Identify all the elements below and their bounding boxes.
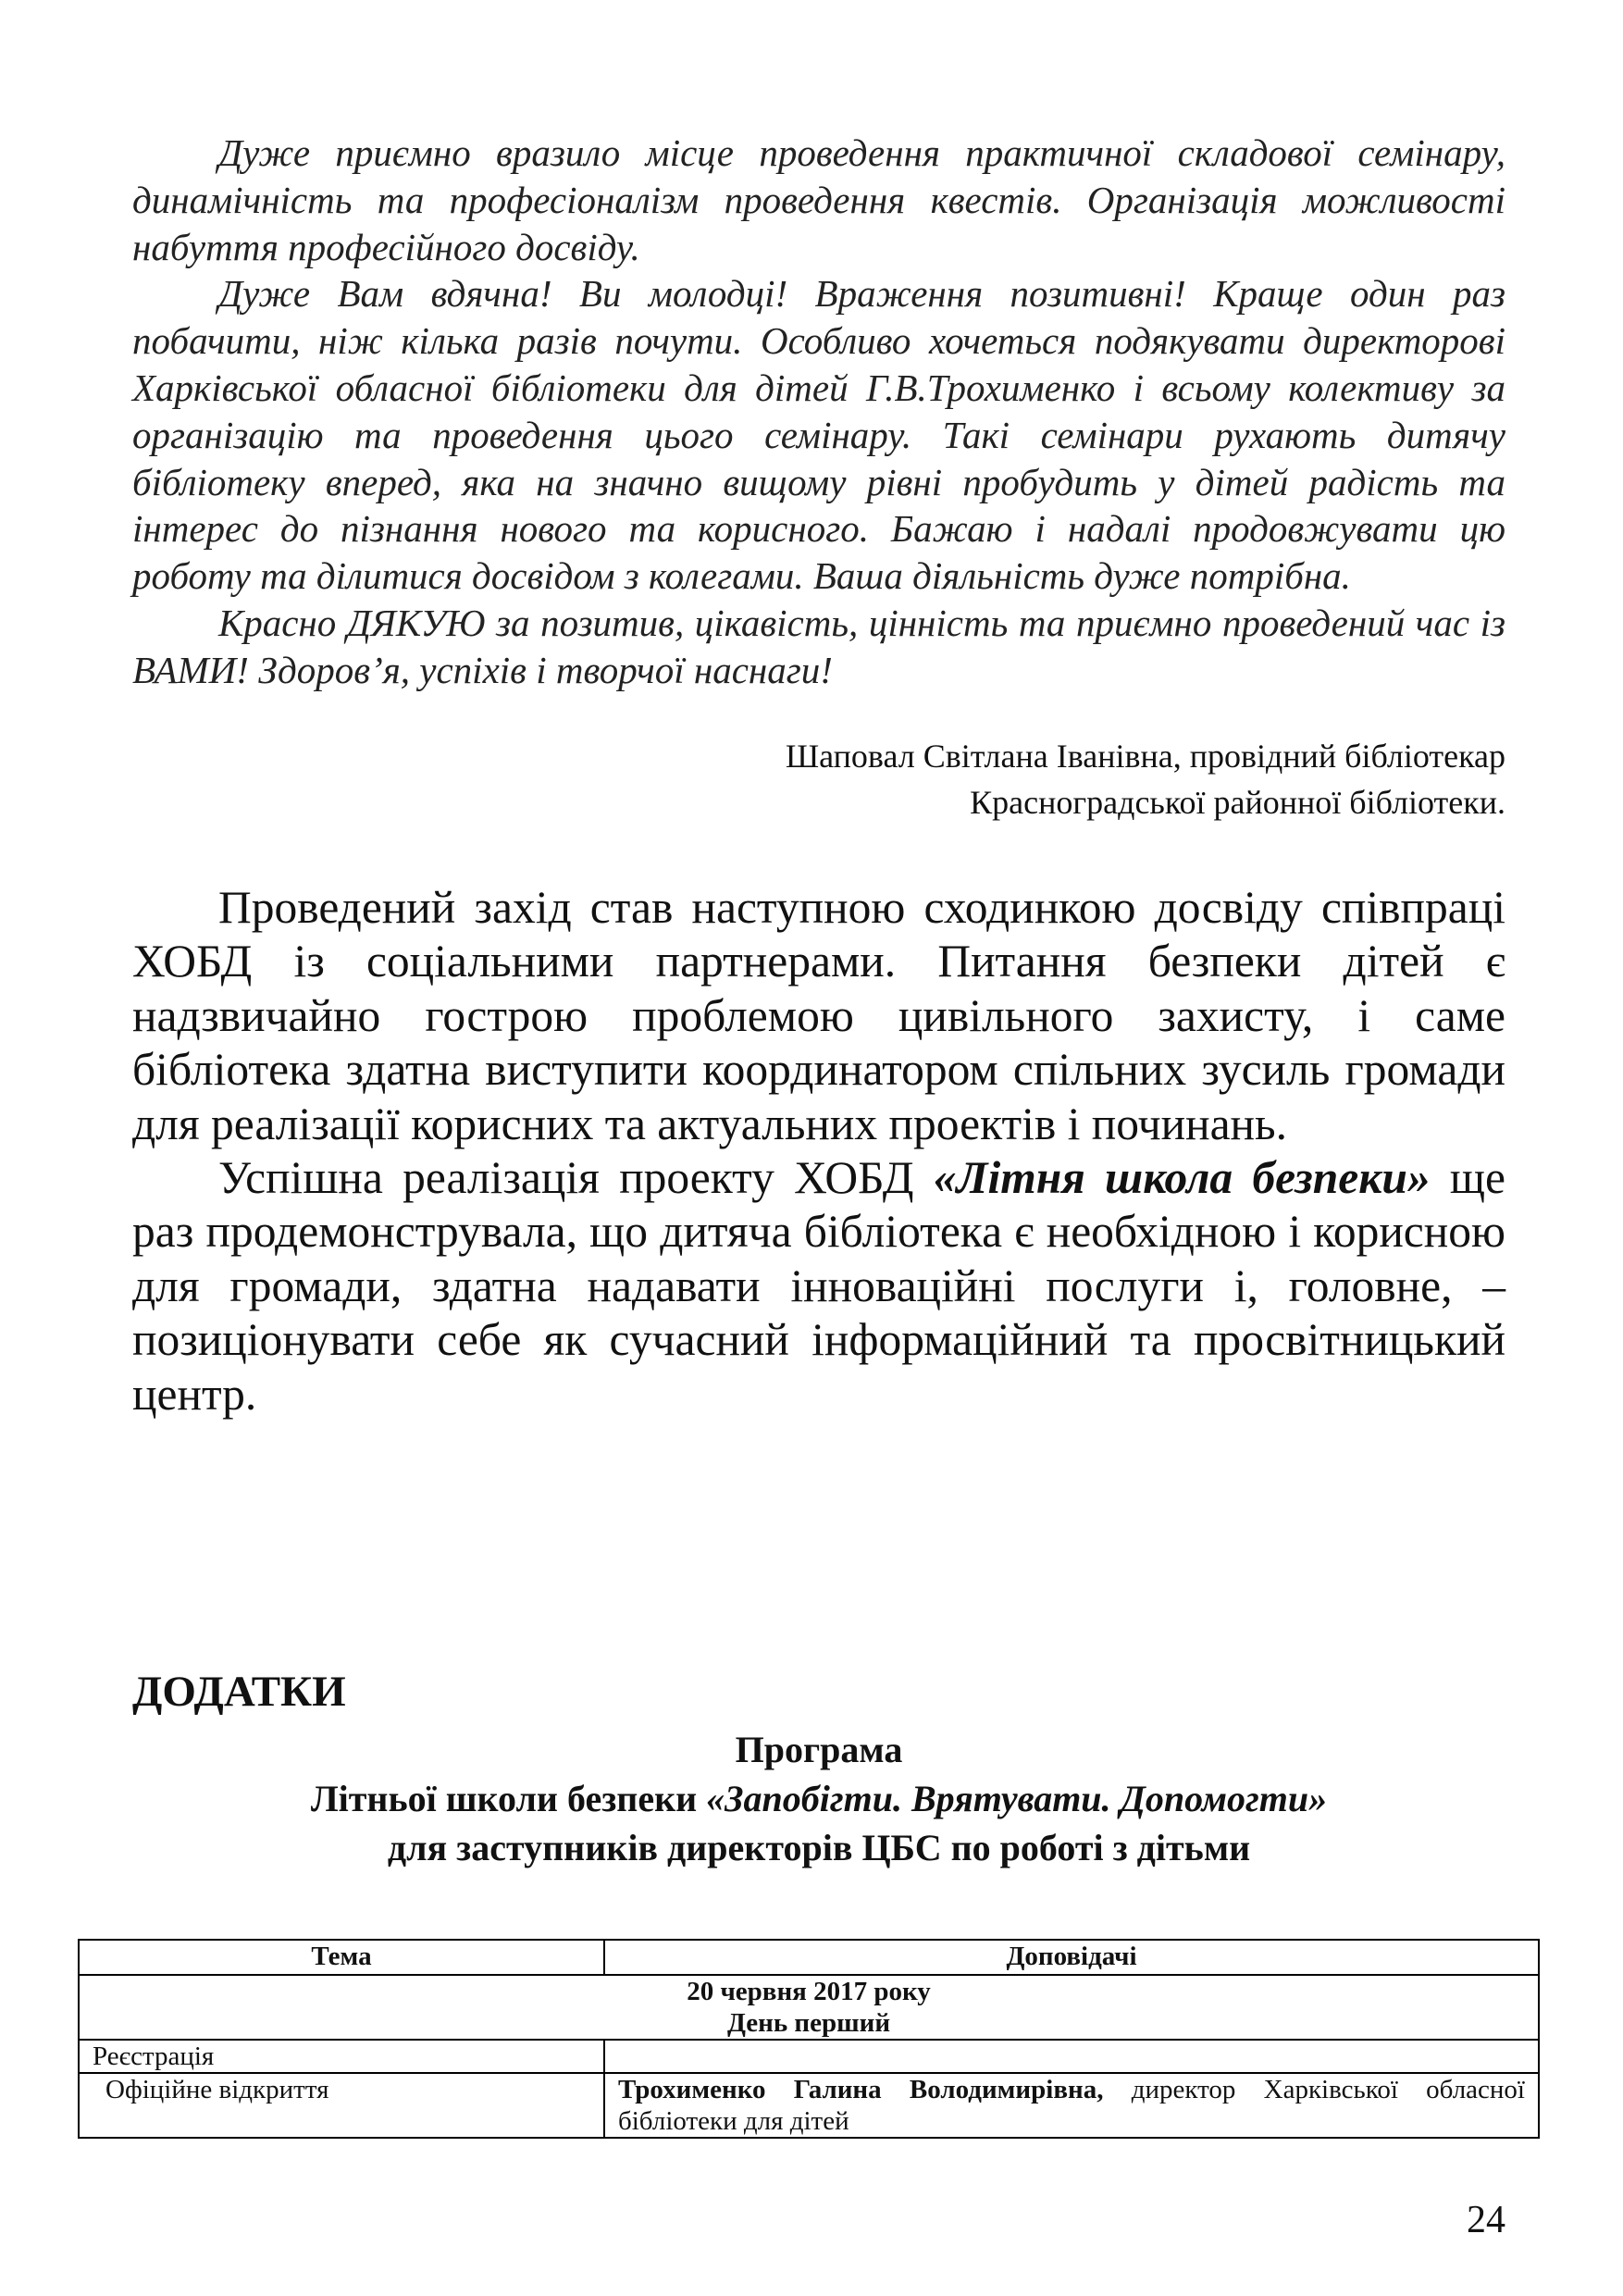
body-text: Успішна реалізація проекту ХОБД	[218, 1152, 934, 1204]
appendix-heading: ДОДАТКИ	[132, 1668, 346, 1716]
speaker-name: Трохименко Галина Володимирівна,	[618, 2075, 1104, 2104]
table-cell-speaker	[604, 2040, 1539, 2073]
table-header-row	[79, 1940, 1539, 1975]
feedback-paragraph: Дуже приємно вразило місце проведення практичної складової семінару, динамічність та професіоналізм проведення квестів. Організація можливості набуття професійного досвіду.	[132, 131, 1505, 268]
program-slogan: «Запобігти. Врятувати. Допомогти»	[706, 1778, 1328, 1819]
program-title-line	[132, 1774, 1505, 1823]
table-header-topic: Тема	[79, 1940, 604, 1975]
feedback-quote	[132, 130, 1505, 694]
day-label: День перший	[726, 2008, 891, 2038]
table-day-row	[79, 1975, 1539, 2040]
signature-author: Шаповал Світлана Іванівна, провідний бібліотекар	[785, 738, 1505, 775]
program-table	[78, 1939, 1540, 2139]
program-title-line: для заступників директорів ЦБС по роботі з дітьми	[387, 1827, 1251, 1868]
project-name: «Літня школа безпеки»	[933, 1152, 1431, 1204]
program-title-text: Літньої школи безпеки	[310, 1778, 707, 1819]
table-cell-topic: Офіційне відкриття	[79, 2073, 604, 2138]
feedback-signature	[395, 733, 1505, 825]
program-title-line: Програма	[735, 1729, 903, 1770]
table-cell-speaker	[604, 2073, 1539, 2138]
body-text: ще раз продемонструвала, що дитяча бібліотека є необхідною і корисною для громади, здатна надавати інноваційні послуги і, головне, – позиціонувати себе як сучасний інформаційний та просвітницький центр.	[132, 1152, 1505, 1420]
body-paragraph	[132, 1151, 1505, 1421]
main-text	[132, 881, 1505, 1421]
table-row	[79, 2040, 1539, 2073]
body-paragraph: Проведений захід став наступною сходинкою досвіду співпраці ХОБД із соціальними партнерами. Питання безпеки дітей є надзвичайно гострою проблемою цивільного захисту, і саме бібліотека здатна виступити координатором спільних зусиль громади для реалізації корисних та актуальних проектів і починань.	[132, 882, 1505, 1149]
day-heading	[79, 1975, 1539, 2040]
feedback-paragraph: Дуже Вам вдячна! Ви молодці! Враження позитивні! Краще один раз побачити, ніж кілька разів почути. Особливо хочеться подякувати директорові Харківської обласної бібліотеки для дітей Г.В.Трохименко і всьому колективу за організацію та проведення цього семінару. Такі семінари рухають дитячу бібліотеку вперед, яка на значно вищому рівні пробудить у дітей радість та інтерес до пізнання нового та корисного. Бажаю і надалі продовжувати цю роботу та ділитися досвідом з колегами. Ваша діяльність дуже потрібна.	[132, 272, 1505, 598]
page-number: 24	[1467, 2199, 1505, 2241]
program-title	[132, 1725, 1505, 1872]
feedback-paragraph: Красно ДЯКУЮ за позитив, цікавість, цінність та приємно проведений час із ВАМИ! Здоров’я, успіхів і творчої наснаги!	[132, 601, 1505, 691]
table-header-speakers: Доповідачі	[604, 1940, 1539, 1975]
table-row	[79, 2073, 1539, 2138]
signature-institution: Красноградської районної бібліотеки.	[970, 784, 1505, 821]
day-date: 20 червня 2017 року	[687, 1977, 931, 2006]
table-cell-topic: Реєстрація	[79, 2040, 604, 2073]
speaker-role: директор Харківської обласної бібліотеки для дітей	[618, 2075, 1525, 2136]
